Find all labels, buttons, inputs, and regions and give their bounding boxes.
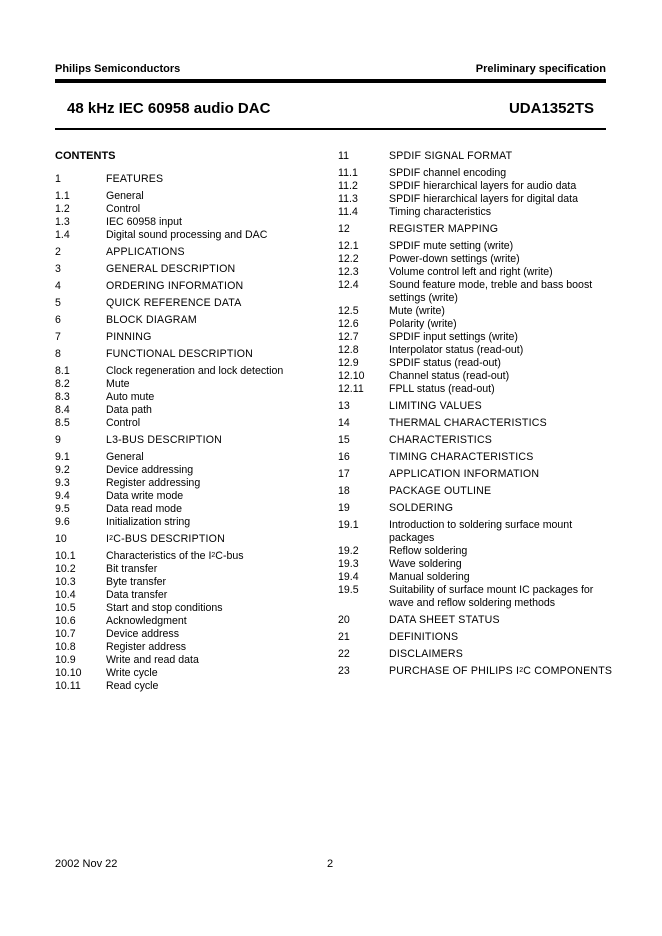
toc-title: Initialization string (106, 516, 191, 528)
toc-number: 12.6 (338, 318, 359, 330)
toc-number: 5 (55, 297, 61, 309)
toc-number: 12.9 (338, 357, 359, 369)
toc-number: 9.4 (55, 490, 70, 502)
toc-title: General (106, 190, 144, 202)
toc-title: SPDIF hierarchical layers for audio data (389, 180, 577, 192)
toc-number: 8.5 (55, 417, 70, 429)
toc-title: Mute (106, 378, 130, 390)
toc-number: 8.3 (55, 391, 70, 403)
toc-title: Bit transfer (106, 563, 158, 575)
title-rule (55, 128, 606, 130)
toc-title: Suitability of surface mount IC packages for (389, 584, 594, 596)
toc-number: 9.1 (55, 451, 70, 463)
toc-number: 12.11 (338, 383, 364, 395)
toc-number: 12.7 (338, 331, 359, 343)
toc-title (106, 550, 244, 563)
toc-title: FPLL status (read-out) (389, 383, 495, 395)
toc-title: Channel status (read-out) (389, 370, 510, 382)
toc-number: 10.3 (55, 576, 76, 588)
contents-heading: CONTENTS (55, 150, 116, 162)
toc-title: QUICK REFERENCE DATA (106, 297, 242, 309)
toc-title: APPLICATION INFORMATION (389, 468, 540, 480)
toc-number: 9.3 (55, 477, 70, 489)
toc-title: ORDERING INFORMATION (106, 280, 244, 292)
toc-title: SPDIF status (read-out) (389, 357, 501, 369)
toc-title: FUNCTIONAL DESCRIPTION (106, 348, 254, 360)
toc-number: 19.3 (338, 558, 359, 570)
toc-number: 1 (55, 173, 61, 185)
toc-title: FEATURES (106, 173, 164, 185)
toc-title: Control (106, 203, 141, 215)
toc-title: DISCLAIMERS (389, 648, 464, 660)
toc-number: 15 (338, 434, 350, 446)
toc-number: 8 (55, 348, 61, 360)
superscript: 2 (109, 535, 114, 542)
company-name: Philips Semiconductors (55, 63, 181, 75)
toc-title: Device address (106, 628, 180, 640)
toc-title: Digital sound processing and DAC (106, 229, 268, 241)
toc-title: Register address (106, 641, 187, 653)
toc-title: Register addressing (106, 477, 201, 489)
toc-title: Auto mute (106, 391, 155, 403)
toc-title: BLOCK DIAGRAM (106, 314, 197, 326)
spec-status: Preliminary specification (475, 63, 606, 75)
toc-number: 10.5 (55, 602, 76, 614)
toc-number: 10.9 (55, 654, 76, 666)
toc-number: 21 (338, 631, 350, 643)
toc-number: 23 (338, 665, 350, 677)
toc-title: PACKAGE OUTLINE (389, 485, 492, 497)
toc-title: TIMING CHARACTERISTICS (389, 451, 534, 463)
toc-number: 11.2 (338, 180, 358, 192)
toc-number: 11.1 (338, 167, 358, 179)
toc-title: LIMITING VALUES (389, 400, 482, 412)
toc-title-continuation: packages (389, 532, 435, 544)
toc-number: 8.2 (55, 378, 70, 390)
toc-number: 19 (338, 502, 350, 514)
toc-number: 10.1 (55, 550, 76, 562)
toc-number: 10.8 (55, 641, 76, 653)
toc-title: Power-down settings (write) (389, 253, 520, 265)
toc-number: 12.1 (338, 240, 359, 252)
header-rule (55, 79, 606, 83)
toc-number: 22 (338, 648, 350, 660)
toc-title: Data read mode (106, 503, 182, 515)
toc-number: 12.5 (338, 305, 359, 317)
superscript: 2 (211, 552, 216, 559)
toc-title-continuation: wave and reflow soldering methods (389, 597, 556, 609)
toc-title: Device addressing (106, 464, 194, 476)
toc-title-part: PURCHASE OF PHILIPS I (389, 665, 520, 677)
part-number: UDA1352TS (508, 100, 594, 117)
toc-title: SPDIF channel encoding (389, 167, 507, 179)
toc-number: 11.3 (338, 193, 358, 205)
toc-title: Start and stop conditions (106, 602, 223, 614)
toc-number: 1.3 (55, 216, 70, 228)
toc-number: 12.10 (338, 370, 365, 382)
toc-number: 2 (55, 246, 61, 258)
superscript: 2 (519, 667, 524, 674)
toc-number: 13 (338, 400, 350, 412)
toc-number: 8.4 (55, 404, 70, 416)
toc-number: 10.11 (55, 680, 81, 692)
toc-number: 10.4 (55, 589, 76, 601)
toc-number: 1.2 (55, 203, 70, 215)
toc-title: SOLDERING (389, 502, 454, 514)
toc-title: DATA SHEET STATUS (389, 614, 500, 626)
toc-title: Data transfer (106, 589, 168, 601)
toc-number: 9 (55, 434, 61, 446)
toc-title: Write and read data (106, 654, 199, 666)
toc-number: 6 (55, 314, 61, 326)
toc-title-part: I (106, 533, 110, 545)
toc-title: IEC 60958 input (106, 216, 182, 228)
toc-number: 12.3 (338, 266, 359, 278)
toc-title: Write cycle (106, 667, 158, 679)
toc-title: Acknowledgment (106, 615, 187, 627)
toc-number: 8.1 (55, 365, 70, 377)
toc-title: GENERAL DESCRIPTION (106, 263, 236, 275)
toc-title: SPDIF hierarchical layers for digital data (389, 193, 579, 205)
toc-title-part: Characteristics of the I (106, 550, 212, 562)
toc-title: REGISTER MAPPING (389, 223, 499, 235)
toc-title: SPDIF SIGNAL FORMAT (389, 150, 513, 162)
toc-number: 11 (338, 150, 349, 162)
toc-title: Interpolator status (read-out) (389, 344, 524, 356)
toc-number: 19.1 (338, 519, 359, 531)
toc-number: 19.2 (338, 545, 359, 557)
toc-title: Mute (write) (389, 305, 445, 317)
toc-number: 19.5 (338, 584, 359, 596)
toc-title: Volume control left and right (write) (389, 266, 553, 278)
toc-title: L3-BUS DESCRIPTION (106, 434, 223, 446)
toc-title-continuation: settings (write) (389, 292, 458, 304)
toc-title: PINNING (106, 331, 152, 343)
toc-title-part: C COMPONENTS (523, 665, 613, 677)
toc-title: Read cycle (106, 680, 159, 692)
toc-title: Polarity (write) (389, 318, 457, 330)
toc-title: General (106, 451, 144, 463)
toc-title: Data write mode (106, 490, 184, 502)
toc-number: 7 (55, 331, 61, 343)
footer-date: 2002 Nov 22 (55, 858, 118, 870)
toc-title: SPDIF mute setting (write) (389, 240, 514, 252)
toc-number: 3 (55, 263, 61, 275)
toc-title: CHARACTERISTICS (389, 434, 493, 446)
toc-number: 9.2 (55, 464, 70, 476)
toc-number: 1.1 (55, 190, 70, 202)
page-number: 2 (327, 858, 334, 870)
toc-number: 10 (55, 533, 67, 545)
toc-number: 10.7 (55, 628, 76, 640)
toc-title: Byte transfer (106, 576, 167, 588)
toc-number: 11.4 (338, 206, 358, 218)
toc-title: Sound feature mode, treble and bass boost (389, 279, 593, 291)
toc-title-part: C-BUS DESCRIPTION (113, 533, 225, 545)
toc-title: Data path (106, 404, 152, 416)
toc-number: 12.2 (338, 253, 359, 265)
toc-number: 12.4 (338, 279, 359, 291)
toc-number: 10.6 (55, 615, 76, 627)
toc-number: 14 (338, 417, 350, 429)
toc-title: SPDIF input settings (write) (389, 331, 518, 343)
toc-title: THERMAL CHARACTERISTICS (389, 417, 547, 429)
toc-number: 19.4 (338, 571, 359, 583)
toc-number: 10.10 (55, 667, 82, 679)
toc-number: 12 (338, 223, 350, 235)
toc-title: Wave soldering (389, 558, 462, 570)
toc-title (389, 665, 612, 678)
toc-title (106, 533, 225, 546)
toc-title: Clock regeneration and lock detection (106, 365, 284, 377)
toc-number: 9.5 (55, 503, 70, 515)
toc-number: 10.2 (55, 563, 76, 575)
toc-number: 9.6 (55, 516, 70, 528)
toc-title: Introduction to soldering surface mount (389, 519, 573, 531)
toc-number: 20 (338, 614, 350, 626)
toc-title: Manual soldering (389, 571, 470, 583)
toc-title: Timing characteristics (389, 206, 492, 218)
toc-title: APPLICATIONS (106, 246, 185, 258)
document-title: 48 kHz IEC 60958 audio DAC (67, 100, 271, 117)
toc-number: 4 (55, 280, 61, 292)
toc-title: Reflow soldering (389, 545, 468, 557)
toc-title-part: C-bus (215, 550, 244, 562)
toc-title: DEFINITIONS (389, 631, 459, 643)
toc-number: 17 (338, 468, 350, 480)
toc-title: Control (106, 417, 141, 429)
toc-number: 16 (338, 451, 350, 463)
toc-number: 1.4 (55, 229, 70, 241)
toc-number: 12.8 (338, 344, 359, 356)
toc-number: 18 (338, 485, 350, 497)
